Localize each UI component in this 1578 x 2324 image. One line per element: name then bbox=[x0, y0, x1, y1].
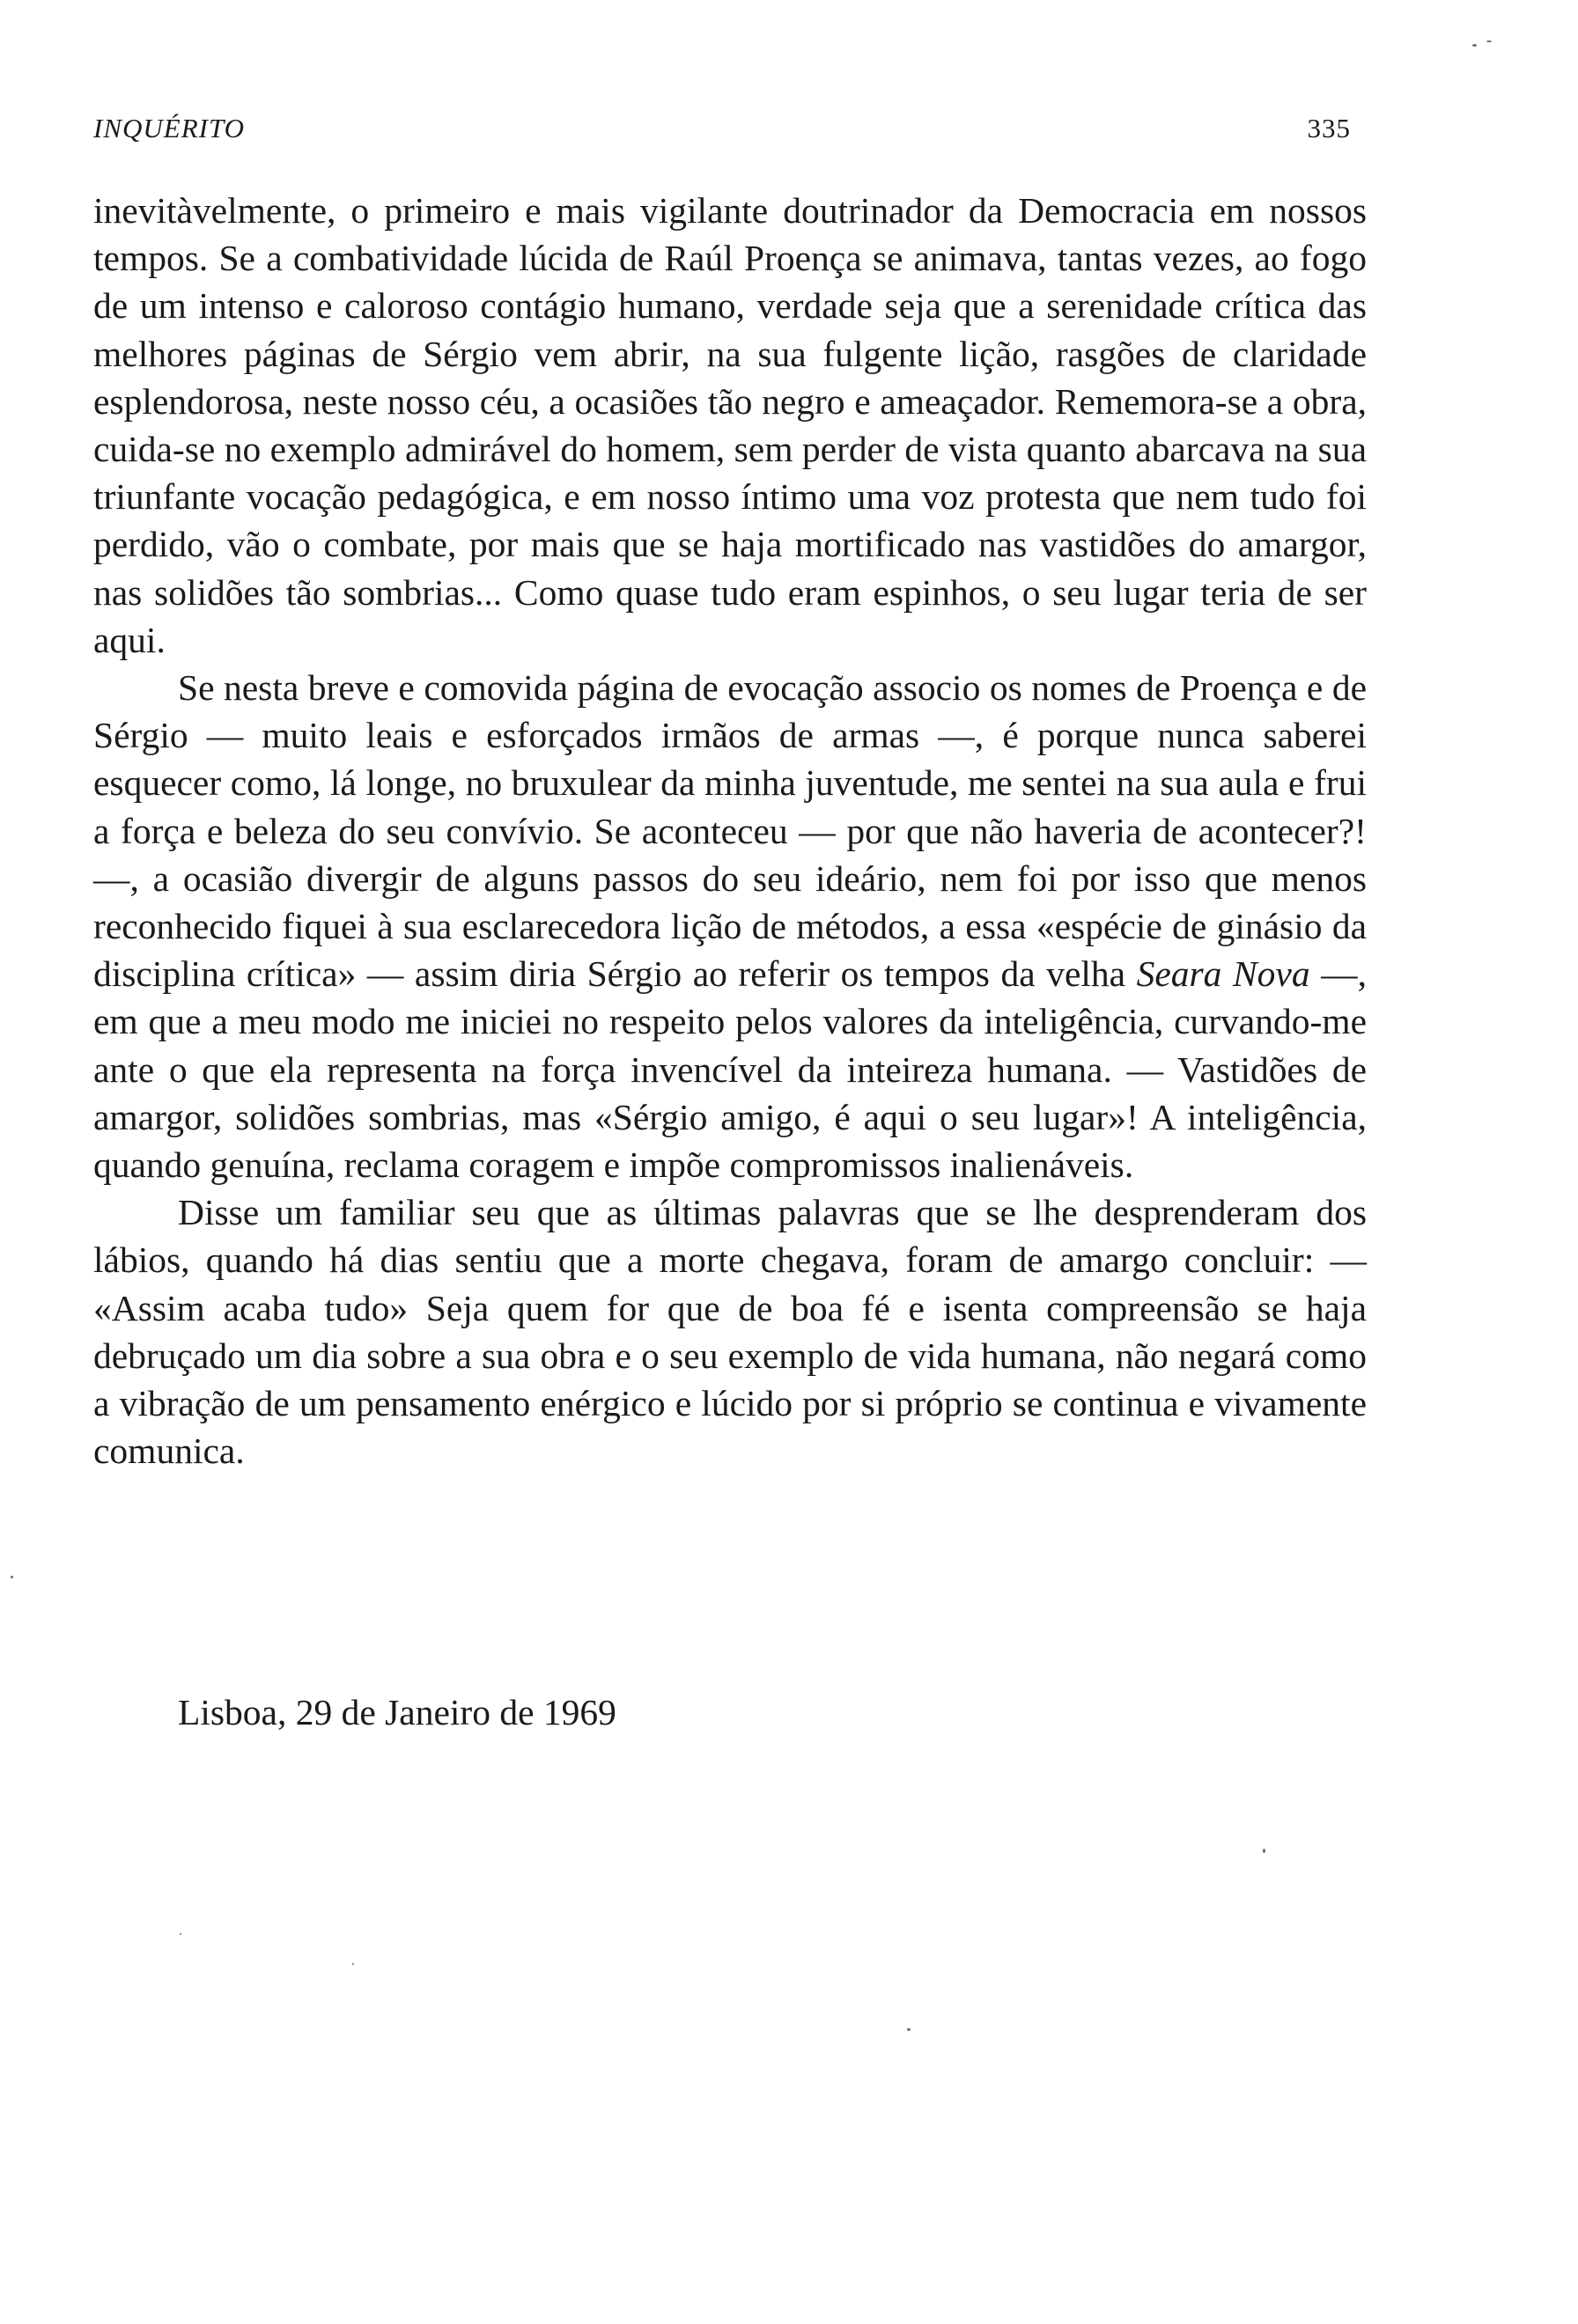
scan-speck bbox=[11, 1576, 13, 1578]
scan-speck bbox=[1486, 40, 1492, 42]
page-number: 335 bbox=[1307, 113, 1351, 143]
paragraph-1 bbox=[93, 187, 1367, 664]
scan-speck bbox=[907, 2028, 911, 2031]
scan-speck bbox=[352, 1963, 354, 1965]
paragraph-3-text: Disse um familiar seu que as últimas palavras que se lhe desprenderam dos lábios, quando há dias sentiu que a morte chegava, foram de amargo concluir: — «Assim acaba tudo» Seja quem for que de boa fé e isenta compreensão se haja debruçado um dia sobre a sua obra e o seu exemplo de vida humana, não negará como a vibração de um pensamento enérgico e lúcido por si próprio se continua e vivamente comunica. bbox=[93, 1192, 1367, 1472]
scan-speck bbox=[1472, 44, 1477, 47]
journal-title-seara-nova: Seara Nova bbox=[1136, 953, 1310, 995]
paragraph-1-text: inevitàvelmente, o primeiro e mais vigilante doutrinador da Democracia em nossos tempos. Se a combatividade lúcida de Raúl Proença se animava, tantas vezes, ao fogo de um intenso e caloroso contágio humano, verdade seja que a serenidade crítica das melhores páginas de Sérgio vem abrir, na sua fulgente lição, rasgões de claridade esplendorosa, neste nosso céu, a ocasiões tão negro e ameaçador. Rememora-se a obra, cuida-se no exemplo admirável do homem, sem perder de vista quanto abarcava na sua triunfante vocação pedagógica, e em nosso íntimo uma voz protesta que nem tudo foi perdido, vão o combate, por mais que se haja mortificado nas vastidões do amargor, nas solidões tão sombrias... Como quase tudo eram espinhos, o seu lugar teria de ser aqui. bbox=[93, 190, 1367, 660]
paragraph-2 bbox=[93, 664, 1367, 1188]
scan-speck bbox=[1263, 1849, 1265, 1853]
paragraph-3 bbox=[93, 1188, 1367, 1475]
running-head bbox=[93, 113, 1351, 151]
scan-speck bbox=[180, 1933, 181, 1935]
running-title: INQUÉRITO bbox=[93, 113, 246, 143]
dateline: Lisboa, 29 de Janeiro de 1969 bbox=[178, 1692, 616, 1732]
paragraph-2-text-start: Se nesta breve e comovida página de evocação associo os nomes de Proença e de Sérgio — muito leais e esforçados irmãos de armas —, é porque nunca saberei esquecer como, lá longe, no bruxulear da minha juventude, me sentei na sua aula e frui a força e beleza do seu convívio. Se aconteceu — por que não haveria de acontecer?! —, a ocasião divergir de alguns passos do seu ideário, nem foi por isso que menos reconhecido fiquei à sua esclarecedora lição de métodos, a essa «espécie de ginásio da disciplina crítica» — assim diria Sérgio ao referir os tempos da velha bbox=[93, 667, 1367, 995]
paragraph-2-text-end: —, em que a meu modo me iniciei no respeito pelos valores da inteligência, curvando-me ante o que ela representa na força invencível da inteireza humana. — Vastidões de amargor, solidões sombrias, mas «Sérgio amigo, é aqui o seu lugar»! A inteligência, quando genuína, reclama coragem e impõe compromissos inalienáveis. bbox=[93, 953, 1367, 1186]
body-text bbox=[93, 187, 1367, 1475]
